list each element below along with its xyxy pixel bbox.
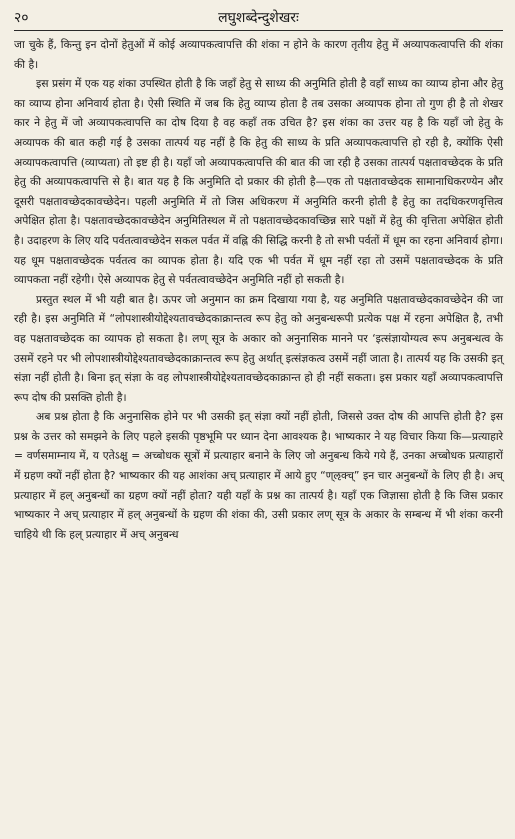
running-head: लघुशब्देन्दुशेखरः <box>218 10 299 26</box>
page-number: २० <box>14 10 29 26</box>
page-header <box>14 4 503 31</box>
body-text <box>14 35 503 544</box>
paragraph: अब प्रश्न होता है कि अनुनासिक होने पर भी उसकी इत् संज्ञा क्यों नहीं होती, जिससे उक्त दोष की आपत्ति होती है? इस प्रश्न के उत्तर को समझने के लिए पहले इसकी पृष्ठभूमि पर ध्यान देना आवश्यक है। भाष्यकार ने यह विचार किया कि—प्रत्याहारे = वर्णसमाम्नाय में, य एतेऽक्षु = अच्बोधक सूत्रों में प्रत्याहार बनाने के लिए जो अनुबन्ध किये गये हैं, उनका अच्बोधक प्रत्याहारों में ग्रहण क्यों नहीं होता है? भाष्यकार की यह आशंका अच् प्रत्याहार में आये हुए “ण्ऌक्च्” इन चार अनुबन्धों के लिए ही है। अच् प्रत्याहार में हल् अनुबन्धों का ग्रहण क्यों नहीं होता? यही यहाँ के प्रश्न का तात्पर्य है। यहाँ एक जिज्ञासा होती है कि जिस प्रकार भाष्यकार ने अच् प्रत्याहार में हल् अनुबन्धों के ग्रहण की शंका की, उसी प्रकार लण् सूत्र के अकार के सम्बन्ध में भी शंका करनी चाहिये थी कि हल् प्रत्याहार में अच् अनुबन्ध <box>14 410 503 541</box>
paragraph: जा चुके हैं, किन्तु इन दोनों हेतुओं में कोई अव्यापकत्वापत्ति की शंका न होने के कारण तृतीय हेतु में अव्यापकत्वापत्ति की शंका की है। <box>14 38 503 71</box>
paragraph: इस प्रसंग में एक यह शंका उपस्थित होती है कि जहाँ हेतु से साध्य की अनुमिति होती है वहाँ साध्य का व्याप्य होना और हेतु का व्याप्य होना अनिवार्य होता है। ऐसी स्थिति में जब कि हेतु व्याप्य होता है तब उसका अव्यापक होना तो गुण ही है तो शेखर कार ने हेतु में जो अव्यापकत्वापत्ति का दोष दिया है वह कहाँ तक उचित है? इस शंका का उत्तर यह है कि यहाँ जो हेतु के अव्यापक की बात कही गई है उसका तात्पर्य यह नहीं है कि हेतु की साध्य के प्रति अव्यापकत्वापत्ति हो रही है, क्योंकि ऐसी अव्यापकत्वापत्ति (व्याप्यता) तो इष्ट ही है। यहाँ जो अव्यापकत्वापत्ति की बात की जा रही है उसका तात्पर्य पक्षतावच्छेदक के प्रति हेतु की अव्यापकत्वापत्ति से है। बात यह है कि अनुमिति दो प्रकार की होती है—एक तो पक्षतावच्छेदक सामानाधिकरण्येन और दूसरी पक्षतावच्छेदकावच्छेदेन। पहली अनुमिति में तो जिस अधिकरण में अनुमिति करनी होती है हेतु का तदधिकरणवृत्तित्व अपेक्षित होता है। पक्षतावच्छेदकावच्छेदेन अनुमितिस्थल में तो पक्षतावच्छेदकावच्छिन्न सारे पक्षों में हेतु की वृत्तिता अपेक्षित होती है। उदाहरण के लिए यदि पर्वतत्वावच्छेदेन सकल पर्वत में वह्नि की सिद्धि करनी है तो सभी पर्वतों में धूम का रहना अनिवार्य होगा। यह धूम पक्षतावच्छेदक पर्वतत्व का व्यापक होता है। यदि एक भी पर्वत में धूम नहीं रहा तो उसमें पक्षतावच्छेदक के प्रति व्यापकता नहीं रहेगी। ऐसे अव्यापक हेतु से पर्वतत्वावच्छेदेन अनुमिति नहीं हो सकती है। <box>14 77 503 287</box>
paragraph: प्रस्तुत स्थल में भी यही बात है। ऊपर जो अनुमान का क्रम दिखाया गया है, यह अनुमिति पक्षतावच्छेदकावच्छेदेन की जा रही है। इस अनुमिति में “लोपशास्त्रीयोद्देश्यतावच्छेदकाक्रान्तत्व रूप हेतु को अनुबन्धरूपी प्रत्येक पक्ष में रहना अपेक्षित है, तभी वह पक्षतावच्छेदक का व्यापक हो सकता है। लण् सूत्र के अकार को अनुनासिक मानने पर ‘इत्संज्ञायोग्यत्व रूप अनुबन्धत्व के उसमें रहने पर भी लोपशास्त्रीयोद्देश्यतावच्छेदकाक्रान्तत्व रूप हेतु अर्थात् इत्संज्ञकत्व उसमें नहीं जाता है। तात्पर्य यह कि उसकी इत् संज्ञा नहीं होती है। बिना इत् संज्ञा के वह लोपशास्त्रीयोद्देश्यतावच्छेदकाक्रान्त हो ही नहीं सकता। इस प्रकार यहाँ अव्यापकत्वापत्ति रूप दोष की प्रसक्ति होती है। <box>14 292 503 404</box>
